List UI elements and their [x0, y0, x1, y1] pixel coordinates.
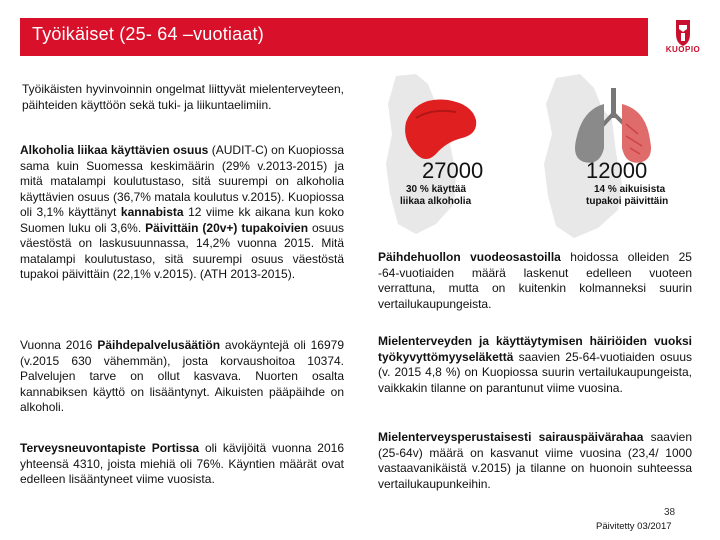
sickness-allowance-paragraph [378, 430, 692, 492]
smoking-caption-1: 14 % aikuisista [594, 184, 666, 195]
alcohol-text-3: osuus väestöstä on laskusuunnassa, 14,2% vuonna 2015. Mitä matalampi koulutustaso, sitä suurempi osuus väestöstä tupakoi päivittäin (22,1% v.2015). (ATH 2013-2015). [20, 220, 344, 281]
alcohol-number: 27000 [422, 158, 484, 183]
foundation-paragraph [20, 338, 344, 416]
alcohol-heading: Alkoholia liikaa käyttävien osuus [20, 143, 209, 157]
smoking-caption-2: tupakoi päivittäin [586, 196, 669, 207]
logo-wordmark: KUOPIO [665, 45, 701, 54]
pension-term: Mielenterveyden ja käyttäytymisen häiriöiden vuoksi työkyvyttömyyseläkettä [378, 334, 692, 364]
sickness-allowance-term: Mielenterveysperustaisesti sairauspäivärahaa [378, 430, 644, 444]
foundation-term: Päihdepalvelusäätiön [97, 338, 221, 352]
portti-paragraph [20, 441, 344, 488]
alcohol-caption-2: liikaa alkoholia [400, 196, 472, 207]
cannabis-term: kannabista [120, 205, 184, 219]
pension-paragraph [378, 334, 692, 396]
alcohol-paragraph [20, 143, 344, 283]
lead-paragraph: Työikäisten hyvinvoinnin ongelmat liittyvät mielenterveyteen, päihteiden käyttöön sekä tuki- ja liikuntaelimiin. [22, 82, 344, 112]
alcohol-caption-1: 30 % käyttää [406, 184, 467, 195]
page-title: Työikäiset (25- 64 –vuotiaat) [32, 24, 264, 44]
pension-text: saavien 25-64-vuotiaiden osuus (v. 2015 4,8 %) on Kuopiossa suurin vertailukaupungeista, vaikkakin tilanne on parantunut viime vuosina. [378, 349, 692, 395]
page-number: 38 [664, 507, 676, 518]
updated-date: Päivitetty 03/2017 [596, 521, 672, 532]
alcohol-text-2: 12 viime kk aikana kun koko Suomen luku oli 3,6%. [20, 205, 344, 235]
ward-term: Päihdehuollon vuodeosastoilla [378, 250, 561, 264]
portti-term: Terveysneuvontapiste Portissa [20, 441, 200, 455]
infographic [376, 74, 706, 244]
portti-text: oli kävijöitä vuonna 2016 yhteensä 4310, joista miehiä oli 76%. Käyntien määrät ovat edelleen lisääntyneet viime vuosista. [20, 441, 344, 486]
sickness-allowance-text: saavien (25-64v) määrä on kasvanut viime vuosina (23,4/ 1000 vastaavanikäistä v.2015) ja tilanne on huonoin suhteessa vertailukaupunkeihin. [378, 430, 692, 491]
alcohol-text-1: (AUDIT-C) on Kuopiossa sama kuin Suomessa keskimäärin (29% v.2013-2015) ja mitä matalampi koulutustaso, sitä suurempi on alkoholia käyttävien osuus (36,7% matala koulutus v.2015). Kuopiossa oli 3,1% käyttänyt [20, 143, 344, 219]
ward-paragraph [378, 250, 692, 312]
ward-text: hoidossa olleiden 25 -64-vuotiaiden määrä laskenut edelleen vuoteen verrattuna, mutta on kuitenkin kolmanneksi suurin vertailukaupungeista. [378, 250, 692, 311]
foundation-text-1: Vuonna 2016 [20, 338, 98, 352]
smoking-number: 12000 [586, 158, 648, 183]
smoking-term: Päivittäin (20v+) tupakoivien [145, 220, 309, 235]
title-banner [20, 18, 648, 56]
foundation-text-2: avokäyntejä oli 16979 (v.2015 630 vähemmän), josta korvaushoitoa 10374. Palvelujen tarve on ollut kasvava. Nuorten osalta kannabiksen käyttö on lisääntynyt. Aikuisten pääpäihde on alkoholi. [20, 338, 345, 414]
